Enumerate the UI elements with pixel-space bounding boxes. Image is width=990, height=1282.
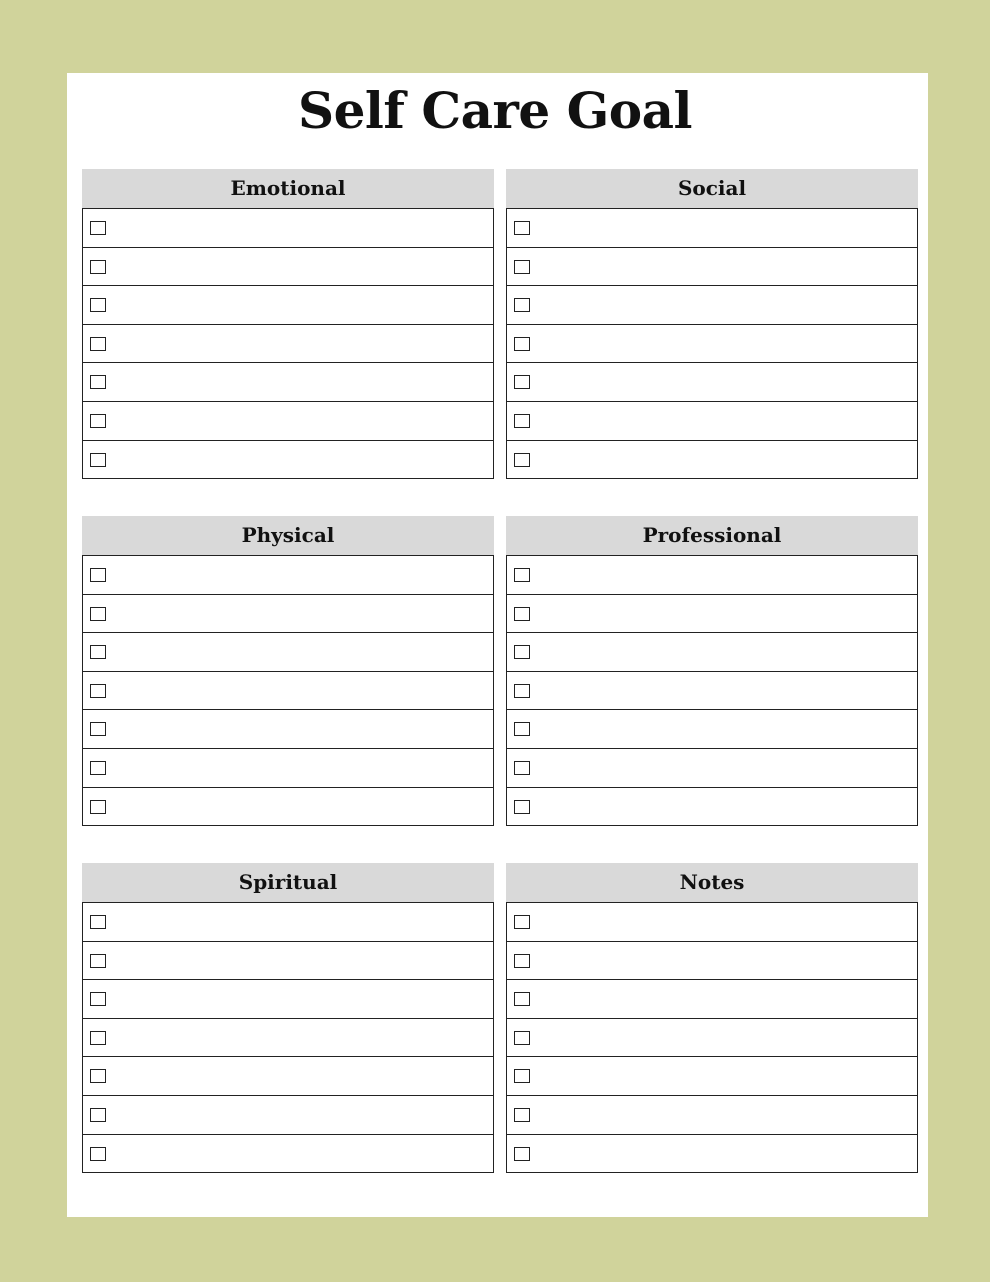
page-title: Self Care Goal bbox=[297, 81, 693, 140]
checklist-physical bbox=[82, 555, 494, 826]
checklist-spiritual bbox=[82, 902, 494, 1173]
checkbox-icon[interactable] bbox=[90, 568, 106, 582]
checkbox-icon[interactable] bbox=[514, 1147, 530, 1161]
checklist-row[interactable] bbox=[507, 633, 917, 672]
section-social bbox=[506, 169, 918, 479]
checkbox-icon[interactable] bbox=[90, 375, 106, 389]
checklist-row[interactable] bbox=[83, 980, 493, 1019]
checklist-emotional bbox=[82, 208, 494, 479]
checklist-row[interactable] bbox=[507, 363, 917, 402]
section-emotional bbox=[82, 169, 494, 479]
checkbox-icon[interactable] bbox=[90, 607, 106, 621]
checkbox-icon[interactable] bbox=[514, 915, 530, 929]
checklist-row[interactable] bbox=[83, 209, 493, 248]
checkbox-icon[interactable] bbox=[514, 992, 530, 1006]
checklist-row[interactable] bbox=[83, 286, 493, 325]
checklist-row[interactable] bbox=[83, 556, 493, 595]
checklist-professional bbox=[506, 555, 918, 826]
checklist-row[interactable] bbox=[83, 1135, 493, 1174]
checkbox-icon[interactable] bbox=[90, 800, 106, 814]
checkbox-icon[interactable] bbox=[90, 337, 106, 351]
checkbox-icon[interactable] bbox=[90, 684, 106, 698]
checkbox-icon[interactable] bbox=[514, 414, 530, 428]
checkbox-icon[interactable] bbox=[90, 761, 106, 775]
checkbox-icon[interactable] bbox=[90, 221, 106, 235]
checklist-row[interactable] bbox=[507, 903, 917, 942]
section-physical bbox=[82, 516, 494, 826]
checklist-row[interactable] bbox=[507, 672, 917, 711]
checkbox-icon[interactable] bbox=[514, 800, 530, 814]
checklist-social bbox=[506, 208, 918, 479]
checkbox-icon[interactable] bbox=[514, 221, 530, 235]
checklist-row[interactable] bbox=[83, 672, 493, 711]
checklist-row[interactable] bbox=[507, 1135, 917, 1174]
section-header-physical: Physical bbox=[82, 516, 494, 555]
checkbox-icon[interactable] bbox=[514, 568, 530, 582]
checkbox-icon[interactable] bbox=[514, 337, 530, 351]
checklist-row[interactable] bbox=[83, 325, 493, 364]
checkbox-icon[interactable] bbox=[514, 1108, 530, 1122]
checklist-row[interactable] bbox=[507, 749, 917, 788]
checklist-row[interactable] bbox=[507, 1096, 917, 1135]
checklist-row[interactable] bbox=[83, 710, 493, 749]
checklist-row[interactable] bbox=[83, 1096, 493, 1135]
checkbox-icon[interactable] bbox=[90, 1147, 106, 1161]
checkbox-icon[interactable] bbox=[514, 684, 530, 698]
checkbox-icon[interactable] bbox=[514, 375, 530, 389]
checklist-notes bbox=[506, 902, 918, 1173]
checklist-row[interactable] bbox=[507, 286, 917, 325]
checklist-row[interactable] bbox=[83, 595, 493, 634]
checkbox-icon[interactable] bbox=[90, 992, 106, 1006]
checklist-row[interactable] bbox=[507, 710, 917, 749]
checkbox-icon[interactable] bbox=[514, 722, 530, 736]
checklist-row[interactable] bbox=[507, 595, 917, 634]
checkbox-icon[interactable] bbox=[514, 260, 530, 274]
checkbox-icon[interactable] bbox=[90, 298, 106, 312]
checkbox-icon[interactable] bbox=[514, 1069, 530, 1083]
checklist-row[interactable] bbox=[507, 788, 917, 827]
checklist-row[interactable] bbox=[83, 402, 493, 441]
checklist-row[interactable] bbox=[83, 248, 493, 287]
checkbox-icon[interactable] bbox=[90, 915, 106, 929]
checklist-row[interactable] bbox=[83, 633, 493, 672]
checkbox-icon[interactable] bbox=[514, 298, 530, 312]
checkbox-icon[interactable] bbox=[90, 260, 106, 274]
checkbox-icon[interactable] bbox=[90, 1108, 106, 1122]
section-header-notes: Notes bbox=[506, 863, 918, 902]
checkbox-icon[interactable] bbox=[514, 954, 530, 968]
checklist-row[interactable] bbox=[83, 1057, 493, 1096]
checklist-row[interactable] bbox=[83, 441, 493, 480]
checklist-row[interactable] bbox=[83, 749, 493, 788]
section-header-professional: Professional bbox=[506, 516, 918, 555]
checklist-row[interactable] bbox=[83, 363, 493, 402]
checklist-row[interactable] bbox=[83, 903, 493, 942]
checkbox-icon[interactable] bbox=[514, 645, 530, 659]
checkbox-icon[interactable] bbox=[90, 453, 106, 467]
checklist-row[interactable] bbox=[83, 1019, 493, 1058]
checkbox-icon[interactable] bbox=[90, 722, 106, 736]
checkbox-icon[interactable] bbox=[90, 414, 106, 428]
section-notes bbox=[506, 863, 918, 1173]
checkbox-icon[interactable] bbox=[514, 1031, 530, 1045]
checkbox-icon[interactable] bbox=[90, 1069, 106, 1083]
checkbox-icon[interactable] bbox=[514, 761, 530, 775]
checklist-row[interactable] bbox=[507, 441, 917, 480]
checklist-row[interactable] bbox=[83, 942, 493, 981]
checklist-row[interactable] bbox=[507, 402, 917, 441]
checkbox-icon[interactable] bbox=[514, 453, 530, 467]
checklist-row[interactable] bbox=[507, 248, 917, 287]
checklist-row[interactable] bbox=[507, 980, 917, 1019]
checkbox-icon[interactable] bbox=[90, 645, 106, 659]
checklist-row[interactable] bbox=[507, 556, 917, 595]
section-header-social: Social bbox=[506, 169, 918, 208]
section-header-spiritual: Spiritual bbox=[82, 863, 494, 902]
checklist-row[interactable] bbox=[507, 209, 917, 248]
checkbox-icon[interactable] bbox=[514, 607, 530, 621]
section-header-emotional: Emotional bbox=[82, 169, 494, 208]
checklist-row[interactable] bbox=[83, 788, 493, 827]
checkbox-icon[interactable] bbox=[90, 954, 106, 968]
section-spiritual bbox=[82, 863, 494, 1173]
checklist-row[interactable] bbox=[507, 1057, 917, 1096]
checklist-row[interactable] bbox=[507, 325, 917, 364]
checklist-row[interactable] bbox=[507, 942, 917, 981]
section-professional bbox=[506, 516, 918, 826]
checkbox-icon[interactable] bbox=[90, 1031, 106, 1045]
checklist-row[interactable] bbox=[507, 1019, 917, 1058]
